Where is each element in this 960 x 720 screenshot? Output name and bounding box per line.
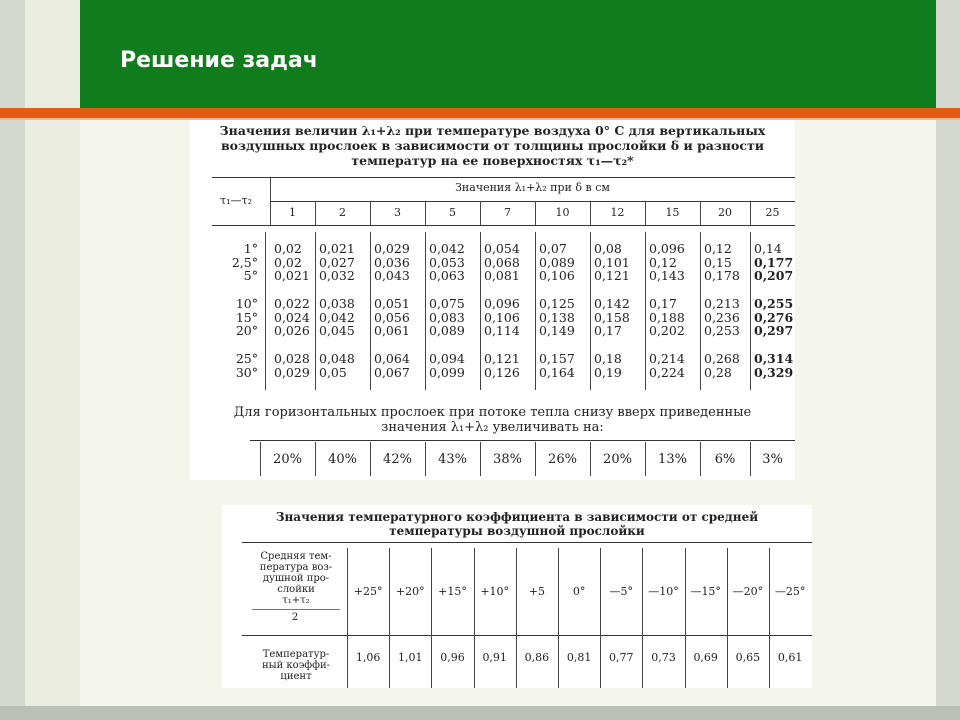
table2-coefficient: 0,81 — [566, 651, 592, 664]
table1-column-header: 3 — [394, 206, 401, 219]
table1-column-header: 15 — [665, 206, 680, 219]
table1-cell: 0,051 — [374, 296, 410, 311]
table1-column-header: 5 — [449, 206, 456, 219]
table2-temperature: —25° — [774, 585, 806, 598]
table1-cell: 0,177 — [754, 254, 794, 270]
table2-header-divisor: 2 — [291, 612, 299, 623]
table2-temperature: —15° — [690, 585, 721, 598]
table1-cell: 0,068 — [484, 254, 520, 270]
table1-top-rule — [212, 177, 795, 178]
table1-cell: 0,042 — [429, 241, 465, 256]
table2-coefficient: 0,86 — [524, 651, 550, 664]
table2-coefficient: 1,06 — [355, 651, 381, 664]
table1-cell: 0,213 — [704, 296, 740, 311]
table2-column-rule — [474, 548, 475, 688]
table1-row-label: 5° — [243, 268, 258, 284]
table1-cell: 0,021 — [274, 268, 310, 284]
table2-header-label-line: душной про- — [262, 573, 330, 584]
table1-body-label-rule — [265, 232, 266, 390]
table1-increase-column-rule — [425, 442, 426, 476]
table2-column-rule — [642, 548, 643, 688]
slide-title: Решение задач — [120, 48, 318, 73]
table1-cell: 0,042 — [319, 309, 355, 325]
table1-column-rule — [700, 201, 701, 225]
table1-cell: 0,126 — [484, 364, 520, 380]
table1-caption-line-2: воздушных прослоек в зависимости от толщины прослойки δ и разности — [220, 138, 764, 153]
table1-cell: 0,07 — [539, 241, 567, 256]
table1-increase-value: 26% — [548, 452, 577, 467]
table1-cell: 0,094 — [429, 351, 465, 366]
table1-cell: 0,029 — [274, 364, 310, 380]
table1-cell: 0,142 — [594, 296, 630, 311]
table1-header-rule — [212, 225, 795, 226]
table1-cell: 0,029 — [374, 241, 410, 256]
footer-bar — [0, 706, 960, 720]
table1-increase-value: 20% — [603, 452, 632, 467]
table2-temperature: +5 — [528, 585, 545, 598]
table1-caption-line-1: Значения величин λ₁+λ₂ при температуре воздуха 0° С для вертикальных — [219, 123, 766, 138]
table1-column-header: 25 — [765, 206, 780, 219]
table1-cell: 0,314 — [754, 351, 794, 366]
table2-temperature: +10° — [480, 585, 510, 598]
table1-cell: 0,067 — [374, 364, 410, 380]
table1-column-header: 1 — [289, 206, 296, 219]
table1-cell: 0,207 — [754, 268, 794, 284]
table1-column-rule — [590, 201, 591, 225]
table1-cell: 0,17 — [649, 296, 677, 311]
table2-coefficient: 0,61 — [777, 651, 803, 664]
table1-cell: 0,08 — [594, 241, 622, 256]
table1-column-rule — [645, 201, 646, 225]
table1-increase-column-rule — [535, 442, 536, 476]
table1-increase-column-rule — [645, 442, 646, 476]
table1-cell: 0,024 — [274, 309, 310, 325]
table1-cell: 0,054 — [484, 241, 520, 256]
table2-caption-line-1: Значения температурного коэффициента в зависимости от средней — [275, 510, 759, 524]
table1-cell: 0,027 — [319, 254, 355, 270]
table2-temperature: —20° — [732, 585, 764, 598]
table1-note-line-1: Для горизонтальных прослоек при потоке тепла снизу вверх приведенные — [233, 405, 752, 420]
table1-row-label: 10° — [235, 296, 258, 311]
table1-cell: 0,138 — [539, 309, 575, 325]
table1-caption-line-3: температур на ее поверхностях τ₁—τ₂* — [351, 153, 634, 168]
table1-cell: 0,036 — [374, 254, 410, 270]
table1-cell: 0,026 — [274, 323, 310, 339]
table1-cell: 0,056 — [374, 309, 410, 325]
table2-column-rule — [558, 548, 559, 688]
table1-cell: 0,063 — [429, 268, 465, 284]
table1-increase-column-rule — [315, 442, 316, 476]
table2-header-label-line: слойки — [277, 584, 315, 595]
table1-column-rule — [750, 201, 751, 225]
table1-increase-value: 3% — [762, 452, 783, 467]
table1-increase-column-rule — [700, 442, 701, 476]
table1-cell: 0,253 — [704, 323, 740, 339]
table1-cell: 0,276 — [754, 309, 794, 325]
table2-coefficient: 1,01 — [398, 651, 423, 664]
table1-cell: 0,164 — [539, 364, 575, 380]
table1-cell: 0,096 — [649, 241, 685, 256]
table1-column-rule — [480, 201, 481, 225]
table1-cell: 0,064 — [374, 351, 410, 366]
table2-temperature: +25° — [353, 585, 383, 598]
table1-body-column-rule — [425, 232, 426, 390]
table1-increase-column-rule — [750, 442, 751, 476]
table1-cell: 0,081 — [484, 268, 520, 284]
table1-cell: 0,106 — [484, 309, 520, 325]
table1-increase-value: 42% — [383, 452, 412, 467]
temperature-coefficient-table-image — [222, 505, 812, 688]
table1-group-header: Значения λ₁+λ₂ при δ в см — [455, 181, 610, 194]
table2-fraction-rule — [252, 609, 340, 610]
table1-cell: 0,329 — [754, 364, 794, 380]
table2-column-rule — [431, 548, 432, 688]
table1-group-rule — [270, 201, 795, 202]
table2-top-rule — [242, 542, 812, 543]
table2-row-label-line: циент — [280, 671, 312, 682]
table1-row-label: 2,5° — [231, 254, 258, 270]
table2-column-rule — [685, 548, 686, 688]
table1-increase-value: 20% — [273, 452, 302, 467]
table1-cell: 0,099 — [429, 364, 465, 380]
table1-cell: 0,075 — [429, 296, 465, 311]
table1-cell: 0,089 — [539, 254, 575, 270]
table1-increase-column-rule — [590, 442, 591, 476]
slide-header — [80, 0, 936, 108]
table1-body-column-rule — [370, 232, 371, 390]
table1-cell: 0,188 — [649, 309, 685, 325]
table2-column-rule — [516, 548, 517, 688]
table1-cell: 0,255 — [754, 296, 794, 311]
table1-cell: 0,028 — [274, 351, 310, 366]
table1-body-column-rule — [535, 232, 536, 390]
table1-cell: 0,089 — [429, 323, 465, 339]
table1-note-line-2: значения λ₁+λ₂ увеличивать на: — [381, 420, 604, 435]
thermal-conductivity-table-image — [190, 120, 795, 480]
table1-cell: 0,121 — [484, 351, 520, 366]
table2-column-rule — [347, 548, 348, 688]
table1-cell: 0,02 — [274, 241, 302, 256]
table2-column-rule — [389, 548, 390, 688]
table1-cell: 0,083 — [429, 309, 465, 325]
table1-increase-value: 40% — [328, 452, 357, 467]
table1-cell: 0,032 — [319, 268, 355, 284]
table1-increase-value: 6% — [714, 452, 736, 467]
table2-coefficient: 0,73 — [651, 651, 676, 664]
table2-header-label-line: τ₁+τ₂ — [282, 595, 310, 606]
table2-coefficient: 0,96 — [440, 651, 465, 664]
table1-cell: 0,043 — [374, 268, 410, 284]
table1-cell: 0,053 — [429, 254, 465, 270]
table1-body-column-rule — [700, 232, 701, 390]
table1-cell: 0,12 — [649, 254, 677, 270]
table1-cell: 0,149 — [539, 323, 575, 339]
table1-cell: 0,048 — [319, 351, 355, 366]
table1-cell: 0,114 — [484, 323, 520, 339]
table1-increase-value: 43% — [438, 452, 467, 467]
table1-column-rule — [425, 201, 426, 225]
table2-column-rule — [600, 548, 601, 688]
table1-cell: 0,17 — [594, 323, 622, 339]
table2-caption-line-2: температуры воздушной прослойки — [389, 524, 645, 538]
table1-cell: 0,021 — [319, 241, 355, 256]
table2-coefficient: 0,91 — [482, 651, 507, 664]
table1-column-header: 2 — [339, 206, 346, 219]
table2-header-label-line: Средняя тем- — [260, 551, 332, 562]
table2-row-label-line: ный коэффи- — [261, 660, 331, 671]
table1-cell: 0,236 — [704, 309, 740, 325]
table1-cell: 0,061 — [374, 323, 410, 339]
table1-body-column-rule — [315, 232, 316, 390]
table1-column-rule — [535, 201, 536, 225]
table1-increase-column-rule — [480, 442, 481, 476]
table1-cell: 0,045 — [319, 323, 355, 339]
table1-cell: 0,022 — [274, 296, 310, 311]
table1-increase-left-rule — [260, 442, 261, 476]
table1-row-label: 25° — [235, 351, 258, 366]
table1-cell: 0,19 — [594, 364, 622, 380]
table1-column-header: 20 — [718, 206, 732, 219]
table1-label-rule — [270, 177, 271, 225]
table1-row-label: 20° — [235, 323, 258, 339]
table2-row-label-line: Температур- — [262, 649, 330, 660]
table1-cell: 0,18 — [594, 351, 622, 366]
table1-cell: 0,121 — [594, 268, 630, 284]
table1-body-column-rule — [590, 232, 591, 390]
table1-increase-value: 38% — [493, 452, 522, 467]
table1-row-label: 15° — [235, 309, 258, 325]
table1-column-rule — [370, 201, 371, 225]
table1-cell: 0,143 — [649, 268, 685, 284]
table1-cell: 0,14 — [754, 241, 782, 256]
table2-temperature: —10° — [648, 585, 679, 598]
table2-column-rule — [727, 548, 728, 688]
table1-cell: 0,101 — [594, 254, 630, 270]
table1-cell: 0,297 — [754, 323, 794, 339]
table1-cell: 0,106 — [539, 268, 575, 284]
table1-cell: 0,202 — [649, 323, 685, 339]
table1-cell: 0,096 — [484, 296, 520, 311]
table1-cell: 0,157 — [539, 351, 575, 366]
table2-coefficient: 0,77 — [609, 651, 634, 664]
header-accent-line — [0, 108, 960, 118]
table2-column-rule — [769, 548, 770, 688]
table1-column-rule — [315, 201, 316, 225]
table1-body-column-rule — [645, 232, 646, 390]
table1-cell: 0,158 — [594, 309, 630, 325]
table2-temperature: 0° — [572, 585, 586, 598]
table1-cell: 0,038 — [319, 296, 355, 311]
table1-cell: 0,178 — [704, 268, 740, 284]
table1-cell: 0,02 — [274, 254, 302, 270]
table1-column-header: 7 — [504, 206, 511, 219]
table1-cell: 0,214 — [649, 351, 685, 366]
table2-coefficient: 0,69 — [693, 651, 718, 664]
table1-cell: 0,224 — [649, 364, 685, 380]
table1-increase-value: 13% — [658, 452, 687, 467]
table1-cell: 0,12 — [704, 241, 732, 256]
table1-body-column-rule — [480, 232, 481, 390]
table2-coefficient: 0,65 — [735, 651, 761, 664]
table2-temperature: +20° — [395, 585, 425, 598]
table2-header-label-line: пература воз- — [259, 562, 333, 573]
table1-cell: 0,28 — [704, 364, 732, 380]
table1-cell: 0,05 — [319, 364, 347, 380]
table1-cell: 0,125 — [539, 296, 575, 311]
table1-column-header: 12 — [610, 206, 625, 219]
table2-temperature: —5° — [609, 585, 634, 598]
table1-column-header: 10 — [555, 206, 570, 219]
table1-cell: 0,15 — [704, 254, 732, 270]
table1-increase-column-rule — [370, 442, 371, 476]
table1-cell: 0,268 — [704, 351, 740, 366]
table1-row-label: 1° — [243, 241, 258, 256]
table1-row-label: 30° — [235, 364, 258, 380]
table1-increase-rule — [250, 440, 795, 441]
table2-temperature: +15° — [438, 585, 467, 598]
table1-body-column-rule — [750, 232, 751, 390]
table1-row-header: τ₁—τ₂ — [220, 194, 252, 207]
